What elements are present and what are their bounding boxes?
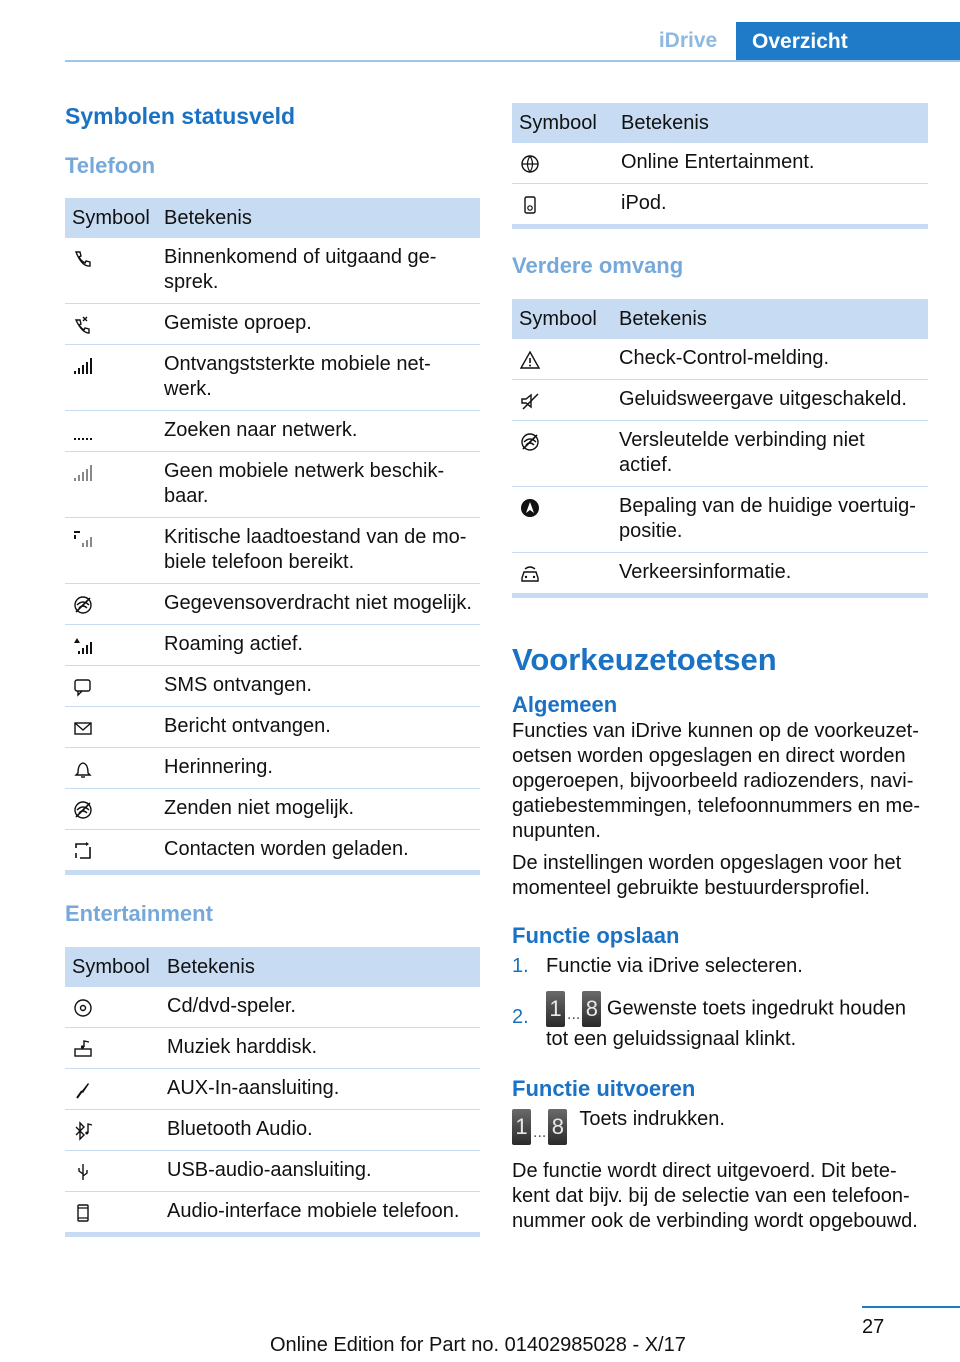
meaning-cell: Check-Control-melding. <box>612 339 928 380</box>
table-row <box>65 345 480 411</box>
preset-key-8-icon: 8 <box>548 1109 567 1145</box>
table-row <box>512 339 928 380</box>
meaning-cell: Gegevensoverdracht niet mogelijk. <box>157 584 480 625</box>
table-row <box>512 184 928 225</box>
header-tab-overzicht: Overzicht <box>736 22 960 62</box>
meaning-cell: Bluetooth Audio. <box>160 1110 480 1151</box>
symbol-cell <box>65 987 160 1028</box>
table-row <box>65 1151 480 1192</box>
col-meaning: Betekenis <box>612 299 928 339</box>
handset-icon <box>72 249 94 269</box>
section-title: Symbolen statusveld <box>65 103 296 129</box>
table-end-bar <box>65 1232 480 1237</box>
step-number: 2. <box>512 1006 529 1028</box>
speaker-muted-icon <box>519 391 541 411</box>
symbol-cell <box>65 584 157 625</box>
table-end-bar <box>512 224 928 229</box>
header-rule <box>65 60 960 62</box>
meaning-cell: Ontvangststerkte mobiele net- werk. <box>157 345 480 411</box>
page-number: 27 <box>862 1316 885 1338</box>
no-network-icon <box>72 463 94 483</box>
preset-key-1-icon: 1 <box>546 991 565 1027</box>
missed-call-icon <box>72 315 94 335</box>
table-row <box>65 1192 480 1233</box>
table-row <box>65 411 480 452</box>
symbol-cell <box>65 518 157 584</box>
uitvoeren-row <box>512 1107 928 1145</box>
col-symbol: Symbool <box>65 198 157 238</box>
table-row <box>512 487 928 553</box>
left-column <box>65 103 480 1237</box>
music-hdd-icon <box>72 1039 94 1059</box>
table-header-row <box>65 198 480 238</box>
meaning-cell: Zoeken naar netwerk. <box>157 411 480 452</box>
verdere-title: Verdere omvang <box>512 253 684 278</box>
table-row <box>65 789 480 830</box>
meaning-cell: Geluidsweergave uitgeschakeld. <box>612 380 928 421</box>
table-end-bar <box>512 593 928 598</box>
table-row <box>65 304 480 345</box>
symbol-cell <box>65 789 157 830</box>
symbol-cell <box>512 487 612 553</box>
col-symbol: Symbool <box>512 103 614 143</box>
symbol-cell <box>65 1192 160 1233</box>
ipod-icon <box>519 195 541 215</box>
table-row <box>65 748 480 789</box>
meaning-cell: Geen mobiele netwerk beschik- baar. <box>157 452 480 518</box>
symbol-cell <box>65 452 157 518</box>
no-encryption-icon <box>519 432 541 452</box>
key-range-dots: ... <box>533 1124 547 1141</box>
preset-key-8-icon: 8 <box>582 991 601 1027</box>
globe-icon <box>519 154 541 174</box>
meaning-cell: Cd/dvd-speler. <box>160 987 480 1028</box>
voorkeuze-title: Voorkeuzetoetsen <box>512 642 777 677</box>
contacts-loading-icon <box>72 841 94 861</box>
meaning-cell: AUX-In-aansluiting. <box>160 1069 480 1110</box>
header-tab-idrive: iDrive <box>658 29 718 52</box>
table-row <box>65 1069 480 1110</box>
meaning-cell: Bericht ontvangen. <box>157 707 480 748</box>
uitvoeren-title: Functie uitvoeren <box>512 1076 696 1101</box>
symbol-cell <box>65 1069 160 1110</box>
col-meaning: Betekenis <box>157 198 480 238</box>
symbol-cell <box>65 1028 160 1069</box>
no-send-icon <box>72 800 94 820</box>
symbol-cell <box>65 1110 160 1151</box>
telefoon-table <box>65 198 480 870</box>
table-row <box>65 707 480 748</box>
envelope-icon <box>72 718 94 738</box>
bell-icon <box>72 759 94 779</box>
preset-key-1-icon: 1 <box>512 1109 531 1145</box>
table-row <box>65 518 480 584</box>
meaning-cell: Bepaling van de huidige voertuig- positie. <box>612 487 928 553</box>
symbol-cell <box>65 666 157 707</box>
final-paragraph: De functie wordt direct uitgevoerd. Dit bete- kent dat bijv. bij de selectie van een telefoon- nummer ook de verbinding wordt opgebouwd. <box>512 1160 918 1232</box>
no-data-icon <box>72 595 94 615</box>
symbol-cell <box>65 304 157 345</box>
meaning-cell: Gemiste oproep. <box>157 304 480 345</box>
table-row <box>512 553 928 594</box>
meaning-cell: Binnenkomend of uitgaand ge- sprek. <box>157 238 480 304</box>
algemeen-paragraph-2: De instellingen worden opgeslagen voor het momenteel gebruikte bestuurdersprofiel. <box>512 852 902 899</box>
symbol-cell <box>65 238 157 304</box>
verdere-table <box>512 299 928 593</box>
meaning-cell: Muziek harddisk. <box>160 1028 480 1069</box>
network-search-icon <box>72 422 94 442</box>
preset-keys-icon <box>512 1109 567 1145</box>
col-symbol: Symbool <box>512 299 612 339</box>
table-row <box>512 421 928 487</box>
symbol-cell <box>65 830 157 871</box>
position-icon <box>519 498 541 518</box>
col-symbol: Symbool <box>65 947 160 987</box>
meaning-cell: Kritische laadtoestand van de mo- biele telefoon bereikt. <box>157 518 480 584</box>
table-row <box>65 1028 480 1069</box>
symbol-cell <box>65 411 157 452</box>
phone-device-icon <box>72 1203 94 1223</box>
roaming-icon <box>72 636 94 656</box>
traffic-car-icon <box>519 564 541 584</box>
symbol-cell <box>512 143 614 184</box>
table-row <box>512 380 928 421</box>
meaning-cell: Online Entertainment. <box>614 143 928 184</box>
symbol-cell <box>65 707 157 748</box>
low-battery-icon <box>72 529 94 549</box>
meaning-cell: Audio-interface mobiele telefoon. <box>167 1200 460 1222</box>
table-row <box>512 143 928 184</box>
uitvoeren-text: Toets indrukken. <box>579 1108 725 1130</box>
symbol-cell <box>65 1151 160 1192</box>
table-row <box>65 584 480 625</box>
table-row <box>65 238 480 304</box>
right-column <box>512 103 928 1234</box>
aux-plug-icon <box>72 1080 94 1100</box>
symbol-cell <box>512 184 614 225</box>
meaning-cell: Roaming actief. <box>157 625 480 666</box>
sms-icon <box>72 677 94 697</box>
entertainment-cont-table <box>512 103 928 224</box>
meaning-cell: USB-audio-aansluiting. <box>160 1151 480 1192</box>
step-1 <box>512 954 928 979</box>
table-row <box>65 625 480 666</box>
table-header-row <box>512 103 928 143</box>
table-row <box>65 830 480 871</box>
meaning-cell: Contacten worden geladen. <box>164 838 409 860</box>
symbol-cell <box>512 421 612 487</box>
key-range-dots: ... <box>567 1006 581 1023</box>
step-text: Functie via iDrive selecteren. <box>546 955 803 977</box>
entertainment-title: Entertainment <box>65 901 213 926</box>
step-number: 1. <box>512 955 529 977</box>
meaning-cell: Verkeersinformatie. <box>619 561 792 583</box>
step-2 <box>512 991 928 1052</box>
symbol-cell <box>65 748 157 789</box>
meaning-cell: Zenden niet mogelijk. <box>157 789 480 830</box>
meaning-cell: Versleutelde verbinding niet actief. <box>612 421 928 487</box>
edition-footer: Online Edition for Part no. 01402985028 - X/17 <box>270 1334 686 1356</box>
meaning-cell: iPod. <box>621 192 667 214</box>
disc-icon <box>72 998 94 1018</box>
table-header-row <box>65 947 480 987</box>
step-text: Gewenste toets ingedrukt houden <box>601 997 906 1020</box>
step-text-cont: tot een geluidssignaal klinkt. <box>546 1028 797 1050</box>
algemeen-paragraph-1: Functies van iDrive kunnen op de voorkeuzet- oetsen worden opgeslagen en direct worden opgeroepen, bijvoorbeeld radiozenders, navi- gatiebestemmingen, telefoonnummers en me- nupunten. <box>512 720 920 842</box>
entertainment-table <box>65 947 480 1232</box>
bluetooth-audio-icon <box>72 1121 94 1141</box>
symbol-cell <box>65 625 157 666</box>
table-row <box>65 666 480 707</box>
opslaan-title: Functie opslaan <box>512 923 680 948</box>
usb-icon <box>72 1162 94 1182</box>
warning-triangle-icon <box>519 350 541 370</box>
symbol-cell <box>512 553 612 594</box>
table-row <box>65 452 480 518</box>
footer-rule <box>862 1306 960 1308</box>
col-meaning: Betekenis <box>614 103 928 143</box>
table-header-row <box>512 299 928 339</box>
table-end-bar <box>65 870 480 875</box>
meaning-cell: SMS ontvangen. <box>157 666 480 707</box>
symbol-cell <box>512 380 612 421</box>
signal-strength-icon <box>72 356 94 376</box>
algemeen-title: Algemeen <box>512 692 618 717</box>
table-row <box>65 987 480 1028</box>
meaning-cell: Herinnering. <box>157 748 480 789</box>
symbol-cell <box>512 339 612 380</box>
col-meaning: Betekenis <box>160 947 480 987</box>
table-row <box>65 1110 480 1151</box>
symbol-cell <box>65 345 157 411</box>
telefoon-title: Telefoon <box>65 153 156 178</box>
